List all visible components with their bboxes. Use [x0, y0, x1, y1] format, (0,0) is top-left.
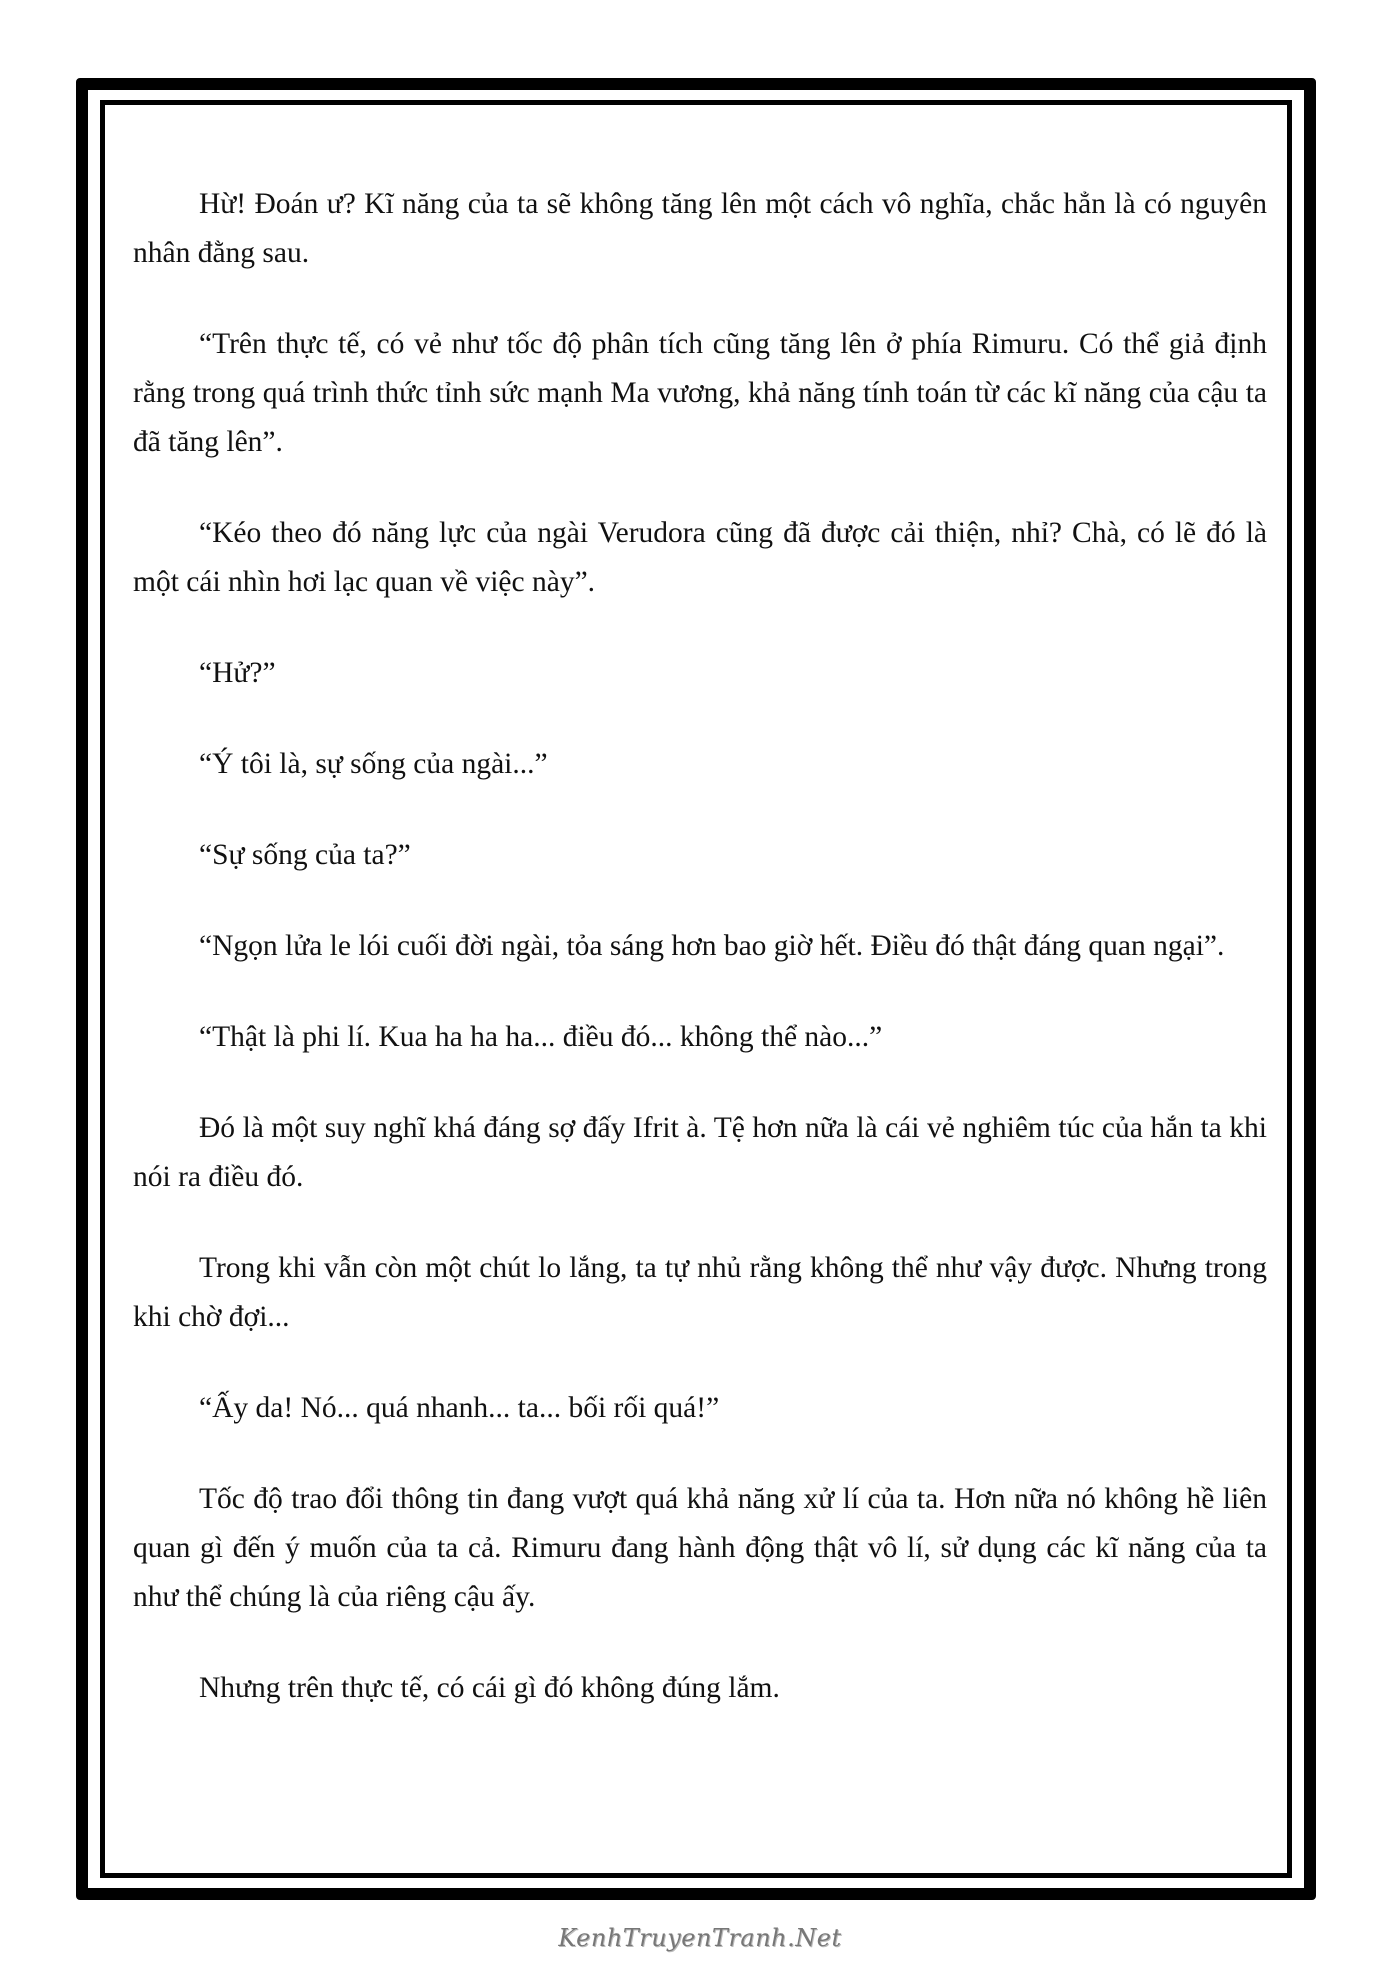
paragraph: “Thật là phi lí. Kua ha ha ha... điều đó... không thể nào...”	[199, 1021, 883, 1053]
watermark: KenhTruyenTranh.Net	[558, 1924, 842, 1952]
paragraph: Nhưng trên thực tế, có cái gì đó không đúng lắm.	[199, 1672, 780, 1704]
paragraph: Đó là một suy nghĩ khá đáng sợ đấy Ifrit à. Tệ hơn nữa là cái vẻ nghiêm túc của hắn ta khi nói ra điều đó.	[133, 1112, 1267, 1193]
paragraph: “Hử?”	[199, 657, 276, 689]
paragraph: “Ý tôi là, sự sống của ngài...”	[199, 748, 548, 780]
page-body-text	[133, 180, 1267, 1755]
paragraph: Trong khi vẫn còn một chút lo lắng, ta tự nhủ rằng không thể như vậy được. Nhưng trong khi chờ đợi...	[133, 1252, 1267, 1333]
paragraph: “Ngọn lửa le lói cuối đời ngài, tỏa sáng hơn bao giờ hết. Điều đó thật đáng quan ngại”.	[199, 930, 1225, 962]
paragraph: “Trên thực tế, có vẻ như tốc độ phân tích cũng tăng lên ở phía Rimuru. Có thể giả định rằng trong quá trình thức tỉnh sức mạnh Ma vương, khả năng tính toán từ các kĩ năng của cậu ta đã tăng lên”.	[133, 328, 1267, 458]
paragraph: Hừ! Đoán ư? Kĩ năng của ta sẽ không tăng lên một cách vô nghĩa, chắc hẳn là có nguyên nhân đằng sau.	[133, 188, 1267, 269]
paragraph: “Sự sống của ta?”	[199, 839, 411, 871]
paragraph: “Kéo theo đó năng lực của ngài Verudora cũng đã được cải thiện, nhỉ? Chà, có lẽ đó là một cái nhìn hơi lạc quan về việc này”.	[133, 517, 1267, 598]
paragraph: “Ấy da! Nó... quá nhanh... ta... bối rối quá!”	[199, 1392, 720, 1424]
paragraph: Tốc độ trao đổi thông tin đang vượt quá khả năng xử lí của ta. Hơn nữa nó không hề liên quan gì đến ý muốn của ta cả. Rimuru đang hành động thật vô lí, sử dụng các kĩ năng của ta như thể chúng là của riêng cậu ấy.	[133, 1483, 1267, 1613]
